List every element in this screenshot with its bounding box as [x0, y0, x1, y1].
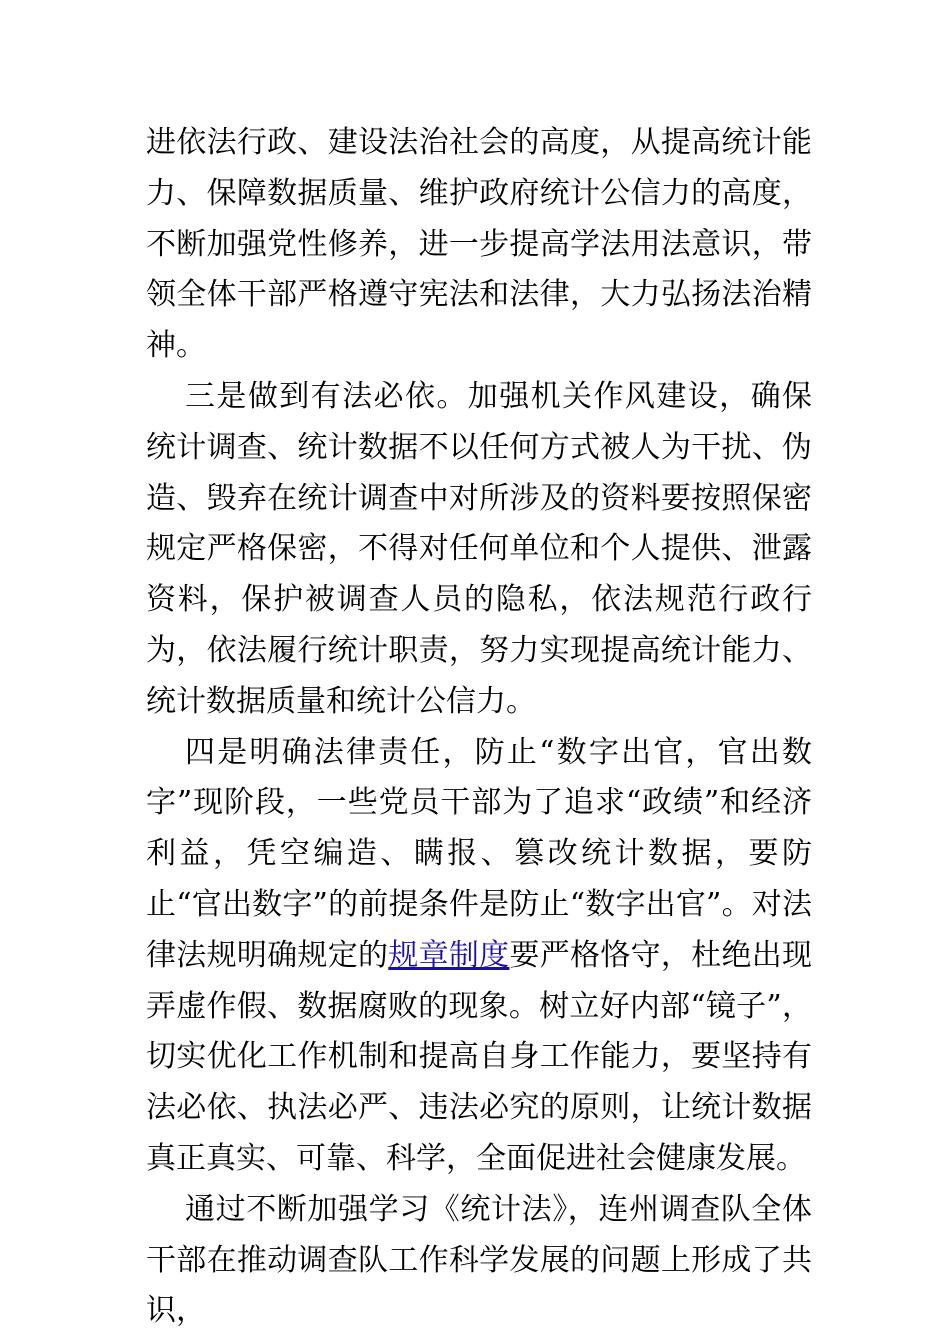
paragraph-three-compliance: 三是做到有法必依。加强机关作风建设，确保统计调查、统计数据不以任何方式被人为干扰、伪造、毁弃在统计调查中对所涉及的资料要按照保密规定严格保密，不得对任何单位和个人提供、泄露资料，保护被调查人员的隐私，依法规范行政行为，依法履行统计职责，努力实现提高统计能力、统计数据质量和统计公信力。	[146, 378, 812, 719]
document-page	[146, 118, 812, 1337]
paragraph-conclusion: 通过不断加强学习《统计法》，连州调查队全体干部在推动调查队工作科学发展的问题上形成了共识，	[146, 1191, 812, 1329]
paragraph-four-legal-responsibility	[146, 728, 812, 1185]
regulations-link[interactable]: 规章制度	[388, 937, 510, 973]
paragraph-four-text-after-link: 要严格恪守，杜绝出现弄虚作假、数据腐败的现象。树立好内部“镜子”，切实优化工作机制和提高自身工作能力，要坚持有法必依、执法必严、违法必究的原则，让统计数据真正真实、可靠、科学，全面促进社会健康发展。	[146, 937, 813, 1176]
paragraph-four-text-before-link: 四是明确法律责任，防止“数字出官，官出数字”现阶段，一些党员干部为了追求“政绩”和经济利益，凭空编造、瞒报、篡改统计数据，要防止“官出数字”的前提条件是防止“数字出官”。对法律法规明确规定的	[146, 734, 812, 973]
paragraph-continuation: 进依法行政、建设法治社会的高度，从提高统计能力、保障数据质量、维护政府统计公信力的高度，不断加强党性修养，进一步提高学法用法意识，带领全体干部严格遵守宪法和法律，大力弘扬法治精神。	[146, 125, 812, 364]
